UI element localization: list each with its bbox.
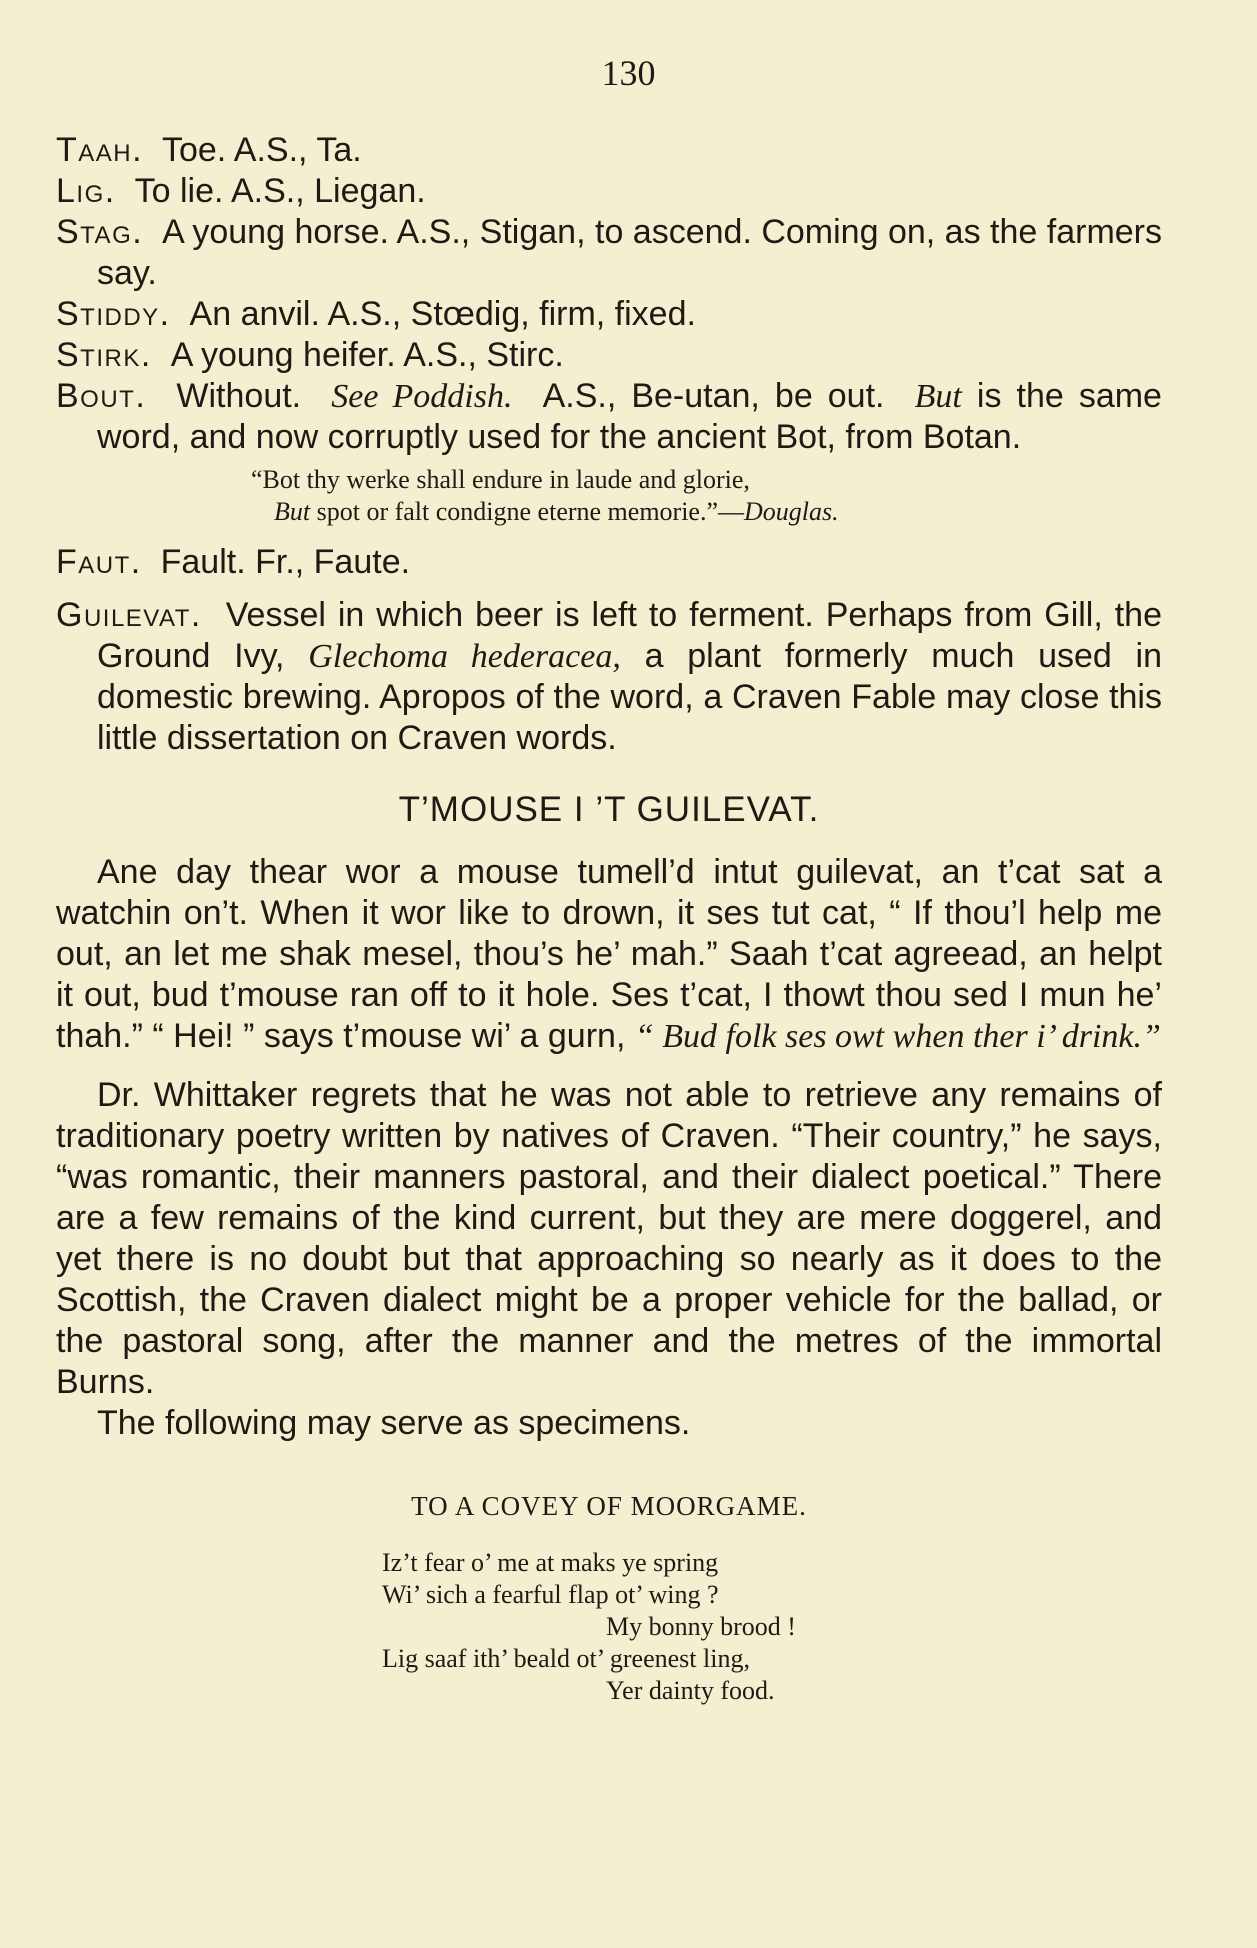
glossary-entry-stag: [56, 212, 1162, 294]
whittaker-paragraph: Dr. Whittaker regrets that he was not able to retrieve any remains of traditionary poetry written by natives of Craven. “Their country,” he says, “was romantic, their manners pastoral, and their dialect poetical.” There are a few remains of the kind current, but they are mere doggerel, and yet there is no doubt but that approaching so nearly as it does to the Scottish, the Craven dialect might be a proper vehicle for the ballad, or the pastoral song, after the manner and the metres of the immortal Burns.: [56, 1076, 1162, 1401]
poem-line: Wi’ sich a fearful flap ot’ wing ?: [382, 1580, 719, 1609]
headword: Stag.: [56, 213, 144, 251]
poem-title: TO A COVEY OF MOORGAME.: [411, 1491, 807, 1521]
headword: Faut.: [56, 543, 142, 581]
definition: a plant formerly much used in domestic brewing. Apropos of the word, a Craven Fable may close this little dissertation on Craven words.: [97, 637, 1162, 757]
page-number: 130: [601, 53, 656, 93]
glossary-entry-taah: [56, 130, 1162, 171]
definition: To lie. A.S., Liegan.: [134, 172, 426, 210]
glossary-entry-stiddy: [56, 294, 1162, 335]
definition: Without.: [176, 377, 302, 415]
specimens-line: The following may serve as specimens.: [97, 1404, 691, 1442]
glossary-entry-lig: [56, 171, 1162, 212]
quote-line: [56, 496, 1162, 528]
definition: An anvil. A.S., Stœdig, firm, fixed.: [189, 295, 696, 333]
definition: A.S., Be-utan, be out.: [542, 377, 885, 415]
glossary-entry-guilevat: [56, 595, 1162, 759]
quote-author: Douglas.: [744, 497, 839, 526]
headword: Guilevat.: [56, 596, 202, 634]
poem-line: Yer dainty food.: [606, 1676, 775, 1705]
fable-title: T’MOUSE I ’T GUILEVAT.: [398, 790, 820, 829]
quote-text: spot or falt condigne eterne memorie.”—: [316, 497, 745, 526]
glossary-entry-faut: [56, 542, 1162, 583]
quote-line: “Bot thy werke shall endure in laude and glorie,: [251, 465, 750, 494]
definition: Toe. A.S., Ta.: [161, 131, 362, 169]
definition: Fault. Fr., Faute.: [160, 543, 411, 581]
headword: Lig.: [56, 172, 116, 210]
italic-word: But: [914, 378, 962, 415]
headword: Stiddy.: [56, 295, 171, 333]
italic-word: But: [274, 497, 311, 526]
glossary-entry-bout: [56, 376, 1162, 458]
poem-line: My bonny brood !: [606, 1612, 796, 1641]
headword: Stirk.: [56, 336, 152, 374]
latin-name: Glechoma hederacea,: [308, 638, 621, 675]
headword: Taah.: [56, 131, 144, 169]
definition: A young heifer. A.S., Stirc.: [170, 336, 564, 374]
fable-punchline: “ Bud folk ses owt when ther i’ drink.”: [634, 1018, 1161, 1055]
poem: [56, 1547, 1162, 1707]
fable-text: Ane day thear wor a mouse tumell’d intut guilevat, an t’cat sat a watchin on’t. When it wor like to drown, it ses tut cat, “ If thou’l help me out, an let me shak mesel, thou’s he’ mah.” Saah t’cat agreead, an helpt it out, bud t’mouse ran off to it hole. Ses t’cat, I thowt thou sed I mun he’ thah.” “ Hei! ” says t’mouse wi’ a gurn,: [56, 853, 1162, 1055]
definition: A young horse. A.S., Stigan, to ascend. Coming on, as the farmers say.: [97, 213, 1162, 292]
definition: is the same word, and now corruptly used for the ancient Bot, from Botan.: [97, 377, 1162, 456]
fable-paragraph: [56, 852, 1162, 1057]
douglas-quotation: [56, 464, 1162, 528]
page-body: [56, 130, 1162, 1707]
headword: Bout.: [56, 377, 147, 415]
definition: Vessel in which beer is left to ferment. Perhaps from Gill, the Ground Ivy,: [97, 596, 1162, 675]
glossary-entry-stirk: [56, 335, 1162, 376]
cross-reference: See Poddish.: [331, 378, 513, 415]
poem-line: Iz’t fear o’ me at maks ye spring: [382, 1548, 719, 1577]
poem-line: Lig saaf ith’ beald ot’ greenest ling,: [382, 1644, 750, 1673]
